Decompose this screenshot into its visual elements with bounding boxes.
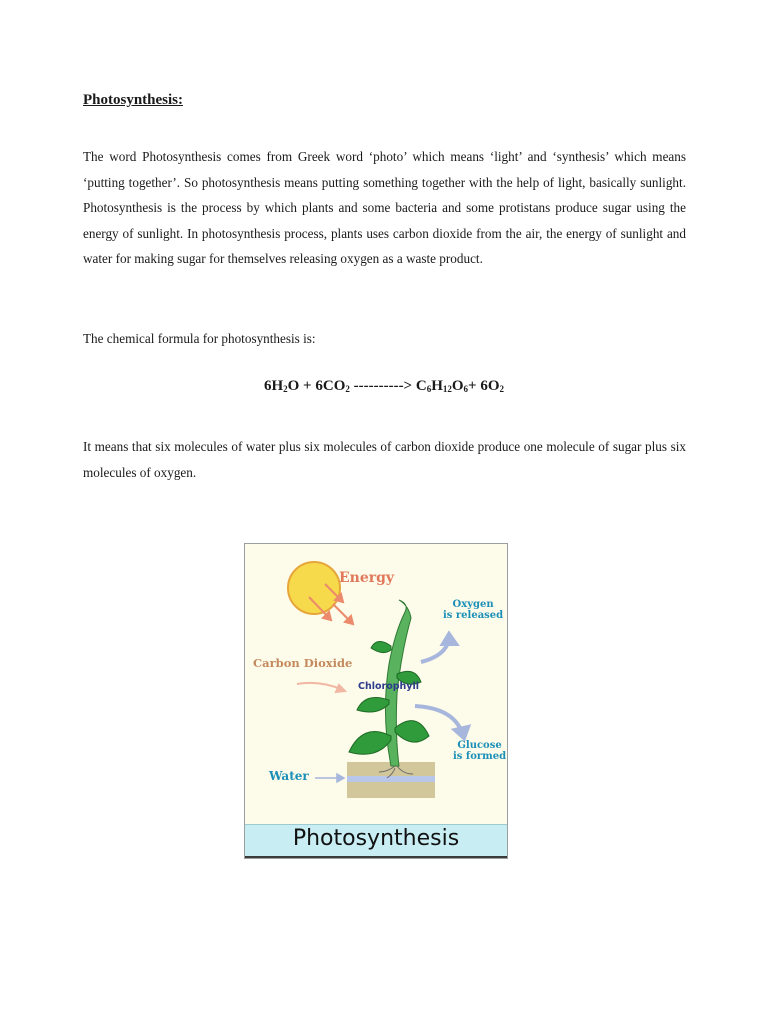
- photosynthesis-diagram: [244, 543, 508, 859]
- formula-part: H: [431, 378, 443, 394]
- formula-subscript: 12: [442, 384, 452, 394]
- water-band: [347, 776, 435, 782]
- formula-subscript: 6: [463, 384, 469, 394]
- glucose-label-line: Glucose: [457, 740, 502, 751]
- chemical-formula: [0, 378, 768, 395]
- formula-intro-paragraph: The chemical formula for photosynthesis is:: [83, 331, 316, 346]
- formula-subscript: 6: [426, 384, 432, 394]
- formula-arrow: ---------->: [349, 378, 416, 394]
- oxygen-arrow: [421, 634, 456, 662]
- intro-paragraph: The word Photosynthesis comes from Greek word ‘photo’ which means ‘light’ and ‘synthesis’ which means ‘putting together’. So photosynthesis means putting something together with the help of light, basically sunlight. Photosynthesis is the process by which plants and some bacteria and some protistans produce sugar using the energy of sunlight. In photosynthesis process, plants uses carbon dioxide from the air, the energy of sunlight and water for making sugar for themselves releasing oxygen as a waste product.: [83, 149, 686, 266]
- carbon-dioxide-label: Carbon Dioxide: [253, 656, 353, 670]
- formula-part: C: [415, 378, 427, 394]
- formula-subscript: 2: [499, 384, 505, 394]
- oxygen-label-line: Oxygen: [452, 599, 494, 610]
- energy-label: Energy: [339, 570, 395, 586]
- formula-part: + 6O: [468, 378, 500, 394]
- glucose-label-line: is formed: [453, 751, 507, 762]
- banner-divider: [245, 856, 507, 859]
- formula-part: O: [451, 378, 464, 394]
- water-arrow: [315, 774, 344, 782]
- oxygen-label: [443, 599, 503, 621]
- formula-subscript: 2: [283, 384, 288, 394]
- page-title: Photosynthesis:: [83, 92, 184, 108]
- formula-part: O + 6CO: [287, 378, 346, 394]
- explanation-paragraph: It means that six molecules of water plus six molecules of carbon dioxide produce one molecule of sugar plus six molecules of oxygen.: [83, 439, 686, 480]
- glucose-label: [453, 740, 506, 762]
- formula-subscript: 2: [345, 384, 350, 394]
- water-label: Water: [269, 769, 309, 783]
- carbon-dioxide-arrow: [297, 683, 345, 692]
- oxygen-label-line: is released: [443, 610, 504, 621]
- chlorophyll-label: Chlorophyll: [358, 681, 419, 692]
- sun-icon: [288, 562, 340, 614]
- diagram-title: Photosynthesis: [292, 826, 460, 851]
- formula-part: 6H: [263, 378, 284, 394]
- diagram-banner: [245, 824, 507, 859]
